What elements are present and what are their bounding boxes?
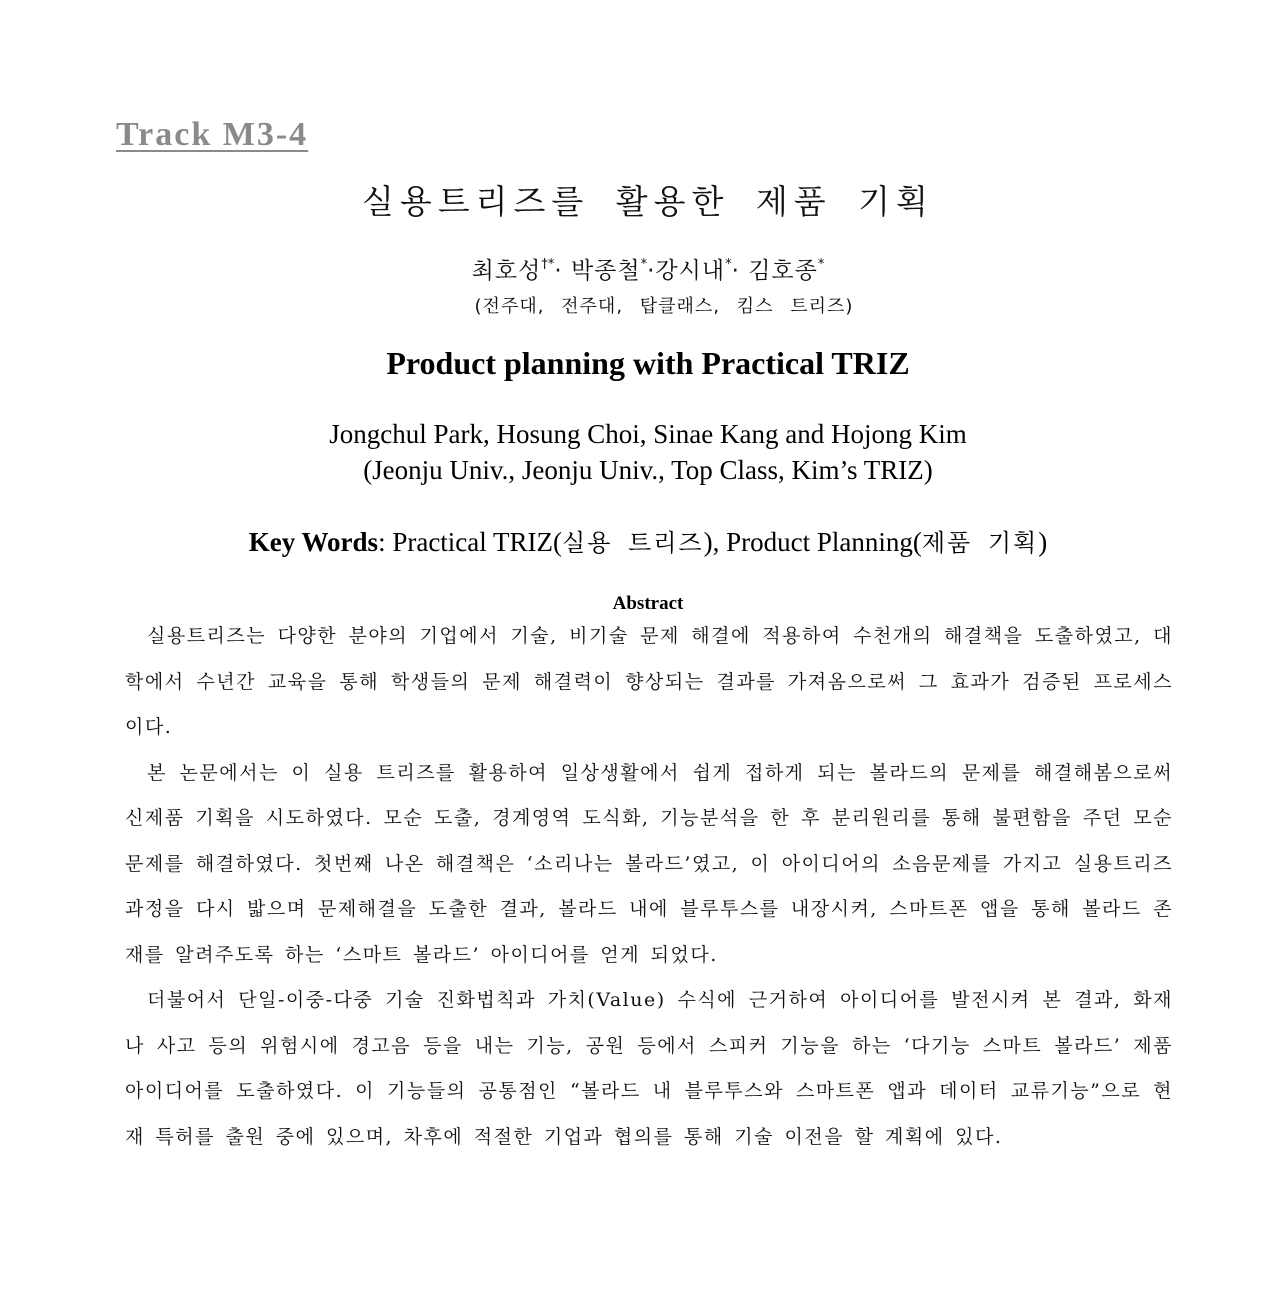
affiliations-english: (Jeonju Univ., Jeonju Univ., Top Class, Kim’s TRIZ) xyxy=(363,455,933,485)
abstract-heading: Abstract xyxy=(612,593,684,614)
keyword-1-ko: 실용 트리즈 xyxy=(562,529,704,557)
keywords-label: Key Words xyxy=(248,527,379,557)
keyword-2-ko: 제품 기획 xyxy=(921,529,1039,557)
abstract-paragraph: 본 논문에서는 이 실용 트리즈를 활용하여 일상생활에서 쉽게 접하게 되는 볼라드의 문제를 해결해봄으로써 신제품 기획을 시도하였다. 모순 도출, 경계영역 도식화, 기능분석을 한 후 분리원리를 통해 불편함을 주던 모순 문제를 해결하였다. 첫번째 나온 해결책은 ‘소리나는 볼라드’였고, 이 아이디어의 소음문제를 가지고 실용트리즈 과정을 다시 밟으며 문제해결을 도출한 결과, 볼라드 내에 블루투스를 내장시켜, 스마트폰 앱을 통해 볼라드 존재를 알려주도록 하는 ‘스마트 볼라드’ 아이디어를 얻게 되었다. xyxy=(125,761,1173,966)
author-name: 박종철 xyxy=(570,258,641,284)
authors-korean xyxy=(0,252,1284,285)
track-label: Track M3-4 xyxy=(116,116,309,153)
keywords xyxy=(0,523,1284,558)
abstract-paragraph: 더불어서 단일-이중-다중 기술 진화법칙과 가치(Value) 수식에 근거하여 아이디어를 발전시켜 본 결과, 화재나 사고 등의 위험시에 경고음 등을 내는 기능, 공원 등에서 스피커 기능을 하는 ‘다기능 스마트 볼라드’ 제품 아이디어를 도출하였다. 이 기능들의 공통점인 “볼라드 내 블루투스와 스마트폰 앱과 데이터 교류기능”으로 현재 특허를 출원 중에 있으며, 차후에 적절한 기업과 협의를 통해 기술 이전을 할 계획에 있다. xyxy=(125,989,1173,1148)
affiliations-korean: (전주대, 전주대, 탑클래스, 킴스 트리즈) xyxy=(474,296,854,317)
author-name: 김호종 xyxy=(748,258,818,284)
author-mark: †* xyxy=(541,257,555,272)
abstract-body xyxy=(125,614,1173,1160)
author-name: 최호성 xyxy=(471,258,542,284)
author-separator: · xyxy=(554,258,571,284)
title-english: Product planning with Practical TRIZ xyxy=(386,345,910,381)
author-mark: * xyxy=(640,257,648,272)
keyword-2-close: ) xyxy=(1038,527,1048,557)
keyword-2-en: Product Planning( xyxy=(726,527,922,557)
authors-english: Jongchul Park, Hosung Choi, Sinae Kang and Hojong Kim xyxy=(329,419,967,449)
author-mark: * xyxy=(817,257,825,272)
keywords-separator: : xyxy=(378,527,393,557)
author-separator: · xyxy=(647,258,656,284)
author-name: 강시내 xyxy=(655,258,726,284)
abstract-paragraph: 실용트리즈는 다양한 분야의 기업에서 기술, 비기술 문제 해결에 적용하여 수천개의 해결책을 도출하였고, 대학에서 수년간 교육을 통해 학생들의 문제 해결력이 향상되는 결과를 가져옴으로써 그 효과가 검증된 프로세스이다. xyxy=(125,625,1173,738)
authors-english-block xyxy=(0,416,1284,488)
title-korean: 실용트리즈를 활용한 제품 기획 xyxy=(362,182,934,221)
author-separator: · xyxy=(731,258,749,284)
author-mark: * xyxy=(725,257,732,272)
keyword-1-en: Practical TRIZ( xyxy=(392,527,563,557)
keyword-1-close: ), xyxy=(703,527,727,557)
